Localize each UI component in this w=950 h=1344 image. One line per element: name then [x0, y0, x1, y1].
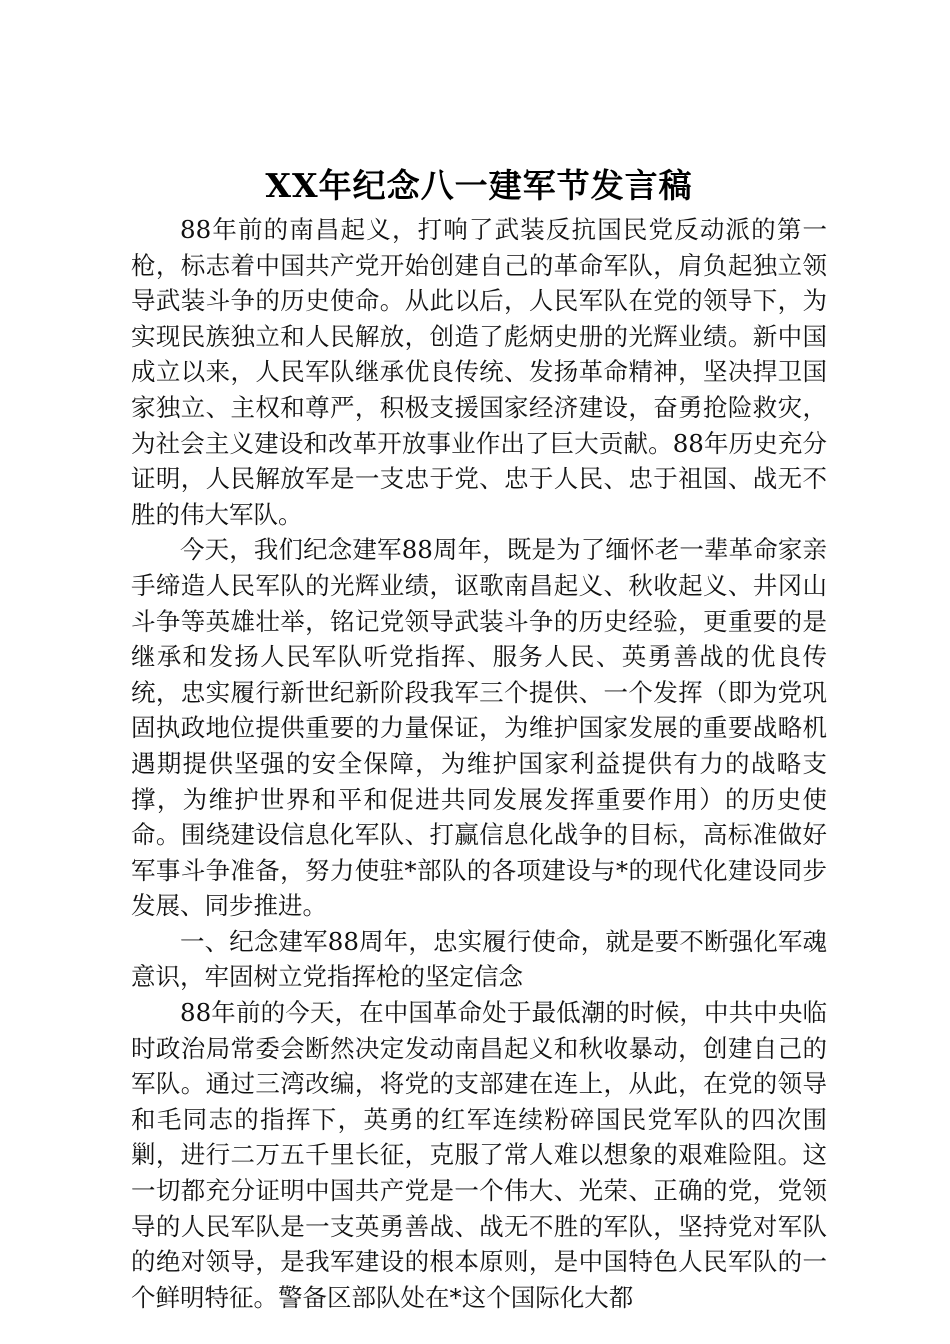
paragraph-nanchang-uprising: 88年前的今天，在中国革命处于最低潮的时候，中共中央临时政治局常委会断然决定发动南昌起义和秋收暴动，创建自己的军队。通过三湾改编，将党的支部建在连上，从此，在党的领导和毛同志的指挥下，英勇的红军连续粉碎国民党军队的四次围剿，进行二万五千里长征，克服了常人难以想象的艰难险阻。这一切都充分证明中国共产党是一个伟大、光荣、正确的党，党领导的人民军队是一支英勇善战、战无不胜的军队，坚持党对军队的绝对领导，是我军建设的根本原则，是中国特色人民军队的一个鲜明特征。警备区部队处在*这个国际化大都 [131, 998, 827, 1312]
document-page [131, 160, 827, 1315]
section-heading-1: 一、纪念建军88周年，忠实履行使命，就是要不断强化军魂意识，牢固树立党指挥枪的坚定信念 [131, 926, 827, 992]
paragraph-history: 88年前的南昌起义，打响了武装反抗国民党反动派的第一枪，标志着中国共产党开始创建自己的革命军队，肩负起独立领导武装斗争的历史使命。从此以后，人民军队在党的领导下，为实现民族独立和人民解放，创造了彪炳史册的光辉业绩。新中国成立以来，人民军队继承优良传统、发扬革命精神，坚决捍卫国家独立、主权和尊严，积极支援国家经济建设，奋勇抢险救灾，为社会主义建设和改革开放事业作出了巨大贡献。88年历史充分证明，人民解放军是一支忠于党、忠于人民、忠于祖国、战无不胜的伟大军队。 [131, 215, 827, 529]
paragraph-anniversary: 今天，我们纪念建军88周年，既是为了缅怀老一辈革命家亲手缔造人民军队的光辉业绩，讴歌南昌起义、秋收起义、井冈山斗争等英雄壮举，铭记党领导武装斗争的历史经验，更重要的是继承和发扬人民军队听党指挥、服务人民、英勇善战的优良传统，忠实履行新世纪新阶段我军三个提供、一个发挥（即为党巩固执政地位提供重要的力量保证，为维护国家发展的重要战略机遇期提供坚强的安全保障，为维护国家利益提供有力的战略支撑，为维护世界和平和促进共同发展发挥重要作用）的历史使命。围绕建设信息化军队、打赢信息化战争的目标，高标准做好军事斗争准备，努力使驻*部队的各项建设与*的现代化建设同步发展、同步推进。 [131, 535, 827, 921]
document-title: XX年纪念八一建军节发言稿 [265, 166, 693, 205]
